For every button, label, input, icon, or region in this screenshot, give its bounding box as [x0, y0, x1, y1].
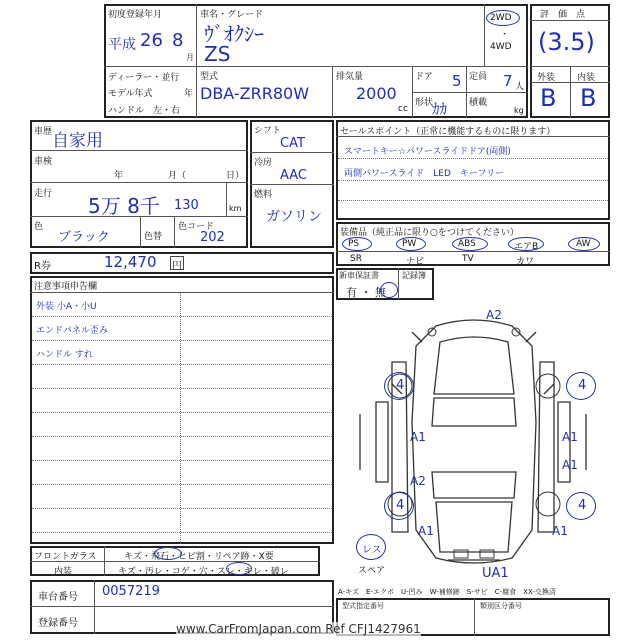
equip-ps: PS	[348, 239, 360, 249]
recycle-unit-box	[170, 256, 184, 270]
damage-mark: UA1	[482, 566, 509, 581]
color-label: 色	[34, 222, 44, 232]
damage-mark: A1	[562, 458, 578, 472]
drive-4wd: 4WD	[490, 42, 512, 52]
sales-point-line: 両側パワースライド LED キーフリー	[344, 169, 505, 179]
grade: ZS	[204, 42, 231, 66]
divider	[398, 268, 399, 300]
equip-ps-circle	[342, 237, 372, 251]
record-label: 記録簿	[402, 271, 426, 280]
drive-2wd-circle	[486, 10, 520, 26]
divider	[250, 184, 334, 185]
interior-label: 内装	[577, 73, 596, 83]
fuel-value: ガソリン	[266, 209, 322, 225]
front-glass-items: キズ・飛石・ヒビ割・リペア跡・X要	[124, 552, 274, 562]
cc-unit: cc	[398, 104, 408, 114]
month-unit: 月	[186, 53, 194, 62]
damage-legend: A-キズ E-エクボ U-凹み W-補修跡 S-サビ C-腐食 XX-交換済	[338, 588, 556, 596]
divider	[104, 66, 528, 67]
divider	[30, 182, 248, 183]
inspection-label: 車検	[34, 157, 53, 167]
divider	[32, 388, 332, 389]
damage-mark: A2	[410, 474, 426, 488]
equip-abs: ABS	[458, 239, 476, 249]
chassis-number: 0057219	[102, 584, 160, 599]
recycle-unit: 円	[172, 261, 182, 272]
handle-label: ハンドル 左・右	[108, 106, 181, 116]
divider	[32, 508, 332, 509]
divider	[332, 66, 333, 118]
ac-label: 冷房	[254, 158, 273, 168]
inspection-month: 月（	[168, 171, 187, 181]
reg-year: 26	[140, 30, 163, 51]
divider	[570, 66, 571, 118]
mileage-value: 5万 8千	[88, 194, 160, 218]
front-glass-label: フロントガラス	[34, 552, 97, 562]
watermark: www.CarFromJapan.com Ref CFJ1427961	[176, 622, 421, 636]
damage-mark: 4	[578, 498, 587, 513]
load-label: 積載	[469, 98, 488, 108]
equip-sr: SR	[350, 254, 362, 264]
damage-mark: A2	[486, 308, 502, 322]
damage-mark: A1	[410, 430, 426, 444]
divider	[30, 292, 334, 293]
era: 平成	[108, 37, 136, 53]
rating-label: 評 価 点	[540, 10, 586, 20]
equip-pw: PW	[402, 239, 417, 249]
type-spec-label: 型式指定番号	[342, 602, 384, 610]
color-code-label: 色コード	[178, 222, 215, 232]
divider	[484, 4, 485, 66]
class-label: 類別区分番号	[480, 602, 522, 610]
shape-value: ｶｶ	[432, 100, 448, 118]
damage-mark: A1	[562, 430, 578, 444]
notes-label: 注意事項申告欄	[34, 282, 98, 292]
dealer-label: ディーラー・並行	[108, 73, 180, 83]
doors-value: 5	[452, 72, 462, 90]
divider	[338, 158, 608, 159]
interior-condition-items: キズ・汚レ・コゲ・穴・スレ・キレ・破レ	[118, 567, 289, 577]
capacity-value: 7	[503, 72, 513, 90]
tire-circle	[566, 492, 596, 520]
shift-label: シフト	[254, 126, 282, 136]
usage-label: 車歴	[34, 127, 53, 137]
note-line: エンドパネル歪み	[36, 326, 108, 336]
spare-caption: スペア	[358, 566, 386, 576]
sales-point-label: セールスポイント（正常に機能するものに限ります）	[340, 127, 556, 137]
divider	[30, 606, 334, 607]
divider	[32, 412, 332, 413]
color-change-label: 色替	[144, 232, 163, 242]
fuel-label: 燃料	[254, 190, 273, 200]
divider	[226, 182, 227, 216]
equip-airbag: エアB	[514, 242, 539, 252]
divider	[140, 216, 141, 248]
rating-score: (3.5)	[538, 28, 595, 56]
divider	[196, 66, 197, 118]
tire-circle	[566, 372, 596, 400]
model-year-unit: 年	[184, 89, 194, 99]
header-box	[104, 4, 528, 118]
model-year-label: モデル年式	[108, 89, 153, 99]
km-unit: km	[229, 204, 242, 213]
divider	[474, 598, 475, 636]
divider	[412, 92, 528, 93]
usage-value: 自家用	[52, 131, 103, 151]
color-value: ブラック	[58, 230, 110, 245]
damage-mark: 4	[396, 378, 405, 393]
divider	[338, 180, 608, 181]
ac-value: AAC	[280, 168, 307, 183]
damage-mark: A1	[418, 524, 434, 538]
equip-leather: カワ	[516, 257, 535, 267]
warranty-circle	[380, 282, 398, 298]
equip-aw: AW	[576, 239, 591, 249]
interior-condition-label: 内装	[54, 567, 73, 577]
divider	[250, 152, 334, 153]
divider	[32, 532, 332, 533]
divider	[336, 251, 610, 252]
recycle-label: R券	[34, 261, 51, 272]
capacity-unit: 人	[515, 82, 525, 92]
equip-pw-circle	[396, 237, 426, 251]
divider	[104, 546, 105, 576]
displacement-value: 2000	[356, 84, 397, 103]
sales-point-line: スマートキー☆パワースライドドア(両側)	[344, 147, 511, 157]
divider	[32, 316, 332, 317]
damage-mark: 4	[578, 378, 587, 393]
mileage-label: 走行	[34, 189, 53, 199]
shift-value: CAT	[280, 136, 305, 151]
shape-label: 形状	[415, 98, 434, 108]
tire-circle	[384, 492, 414, 520]
divider	[174, 216, 175, 248]
equip-aw-circle	[568, 237, 600, 251]
divider	[338, 200, 608, 201]
damage-mark: A1	[552, 524, 568, 538]
mileage-extra: 130	[174, 198, 199, 213]
recycle-value: 12,470	[104, 253, 157, 271]
divider	[32, 460, 332, 461]
equip-airbag-circle	[508, 237, 544, 251]
reg-month: 8	[172, 30, 184, 51]
interior-grade: B	[580, 84, 597, 112]
front-glass-circle	[154, 547, 182, 560]
interior-condition-circle	[226, 562, 252, 575]
car-name: ｳﾞｵｸｼｰ	[204, 22, 264, 46]
registration-label: 登録番号	[38, 618, 78, 629]
displacement-label: 排気量	[336, 72, 364, 82]
equip-abs-circle	[452, 237, 488, 251]
doors-label: ドア	[415, 72, 433, 82]
damage-mark: 4	[396, 498, 405, 513]
warranty-label: 新車保証書	[339, 271, 379, 280]
kg-unit: kg	[514, 106, 524, 115]
exterior-label: 外装	[537, 73, 556, 83]
divider	[32, 340, 332, 341]
note-line: 外装 小A・小U	[36, 302, 97, 312]
equipment-label: 装備品（純正品に限り○をつけてください）	[340, 228, 519, 238]
divider	[180, 292, 181, 544]
chassis-label: 車台番号	[38, 592, 78, 603]
divider	[94, 580, 95, 634]
divider	[530, 20, 610, 21]
inspection-year: 年	[114, 171, 124, 181]
note-line: ハンドル すれ	[36, 350, 93, 360]
exterior-grade: B	[540, 84, 557, 112]
divider	[196, 4, 197, 66]
tire-circle	[384, 372, 414, 400]
type-label: 型式	[200, 72, 219, 82]
type-value: DBA-ZRR80W	[200, 84, 310, 103]
divider	[32, 364, 332, 365]
equip-tv: TV	[462, 254, 474, 264]
divider	[32, 436, 332, 437]
color-code-value: 202	[200, 230, 225, 245]
spare-mark: レス	[362, 545, 382, 556]
reg-date-label: 初度登録年月	[108, 10, 163, 20]
warranty-value: 有 ・ 無	[346, 286, 386, 299]
drive-separator: ・	[500, 30, 510, 40]
capacity-label: 定員	[469, 72, 488, 82]
inspection-day: 日）	[226, 171, 245, 181]
divider	[32, 484, 332, 485]
equip-navi: ナビ	[406, 257, 425, 267]
drive-2wd: 2WD	[490, 13, 512, 23]
car-name-label: 車名・グレード	[200, 10, 264, 20]
